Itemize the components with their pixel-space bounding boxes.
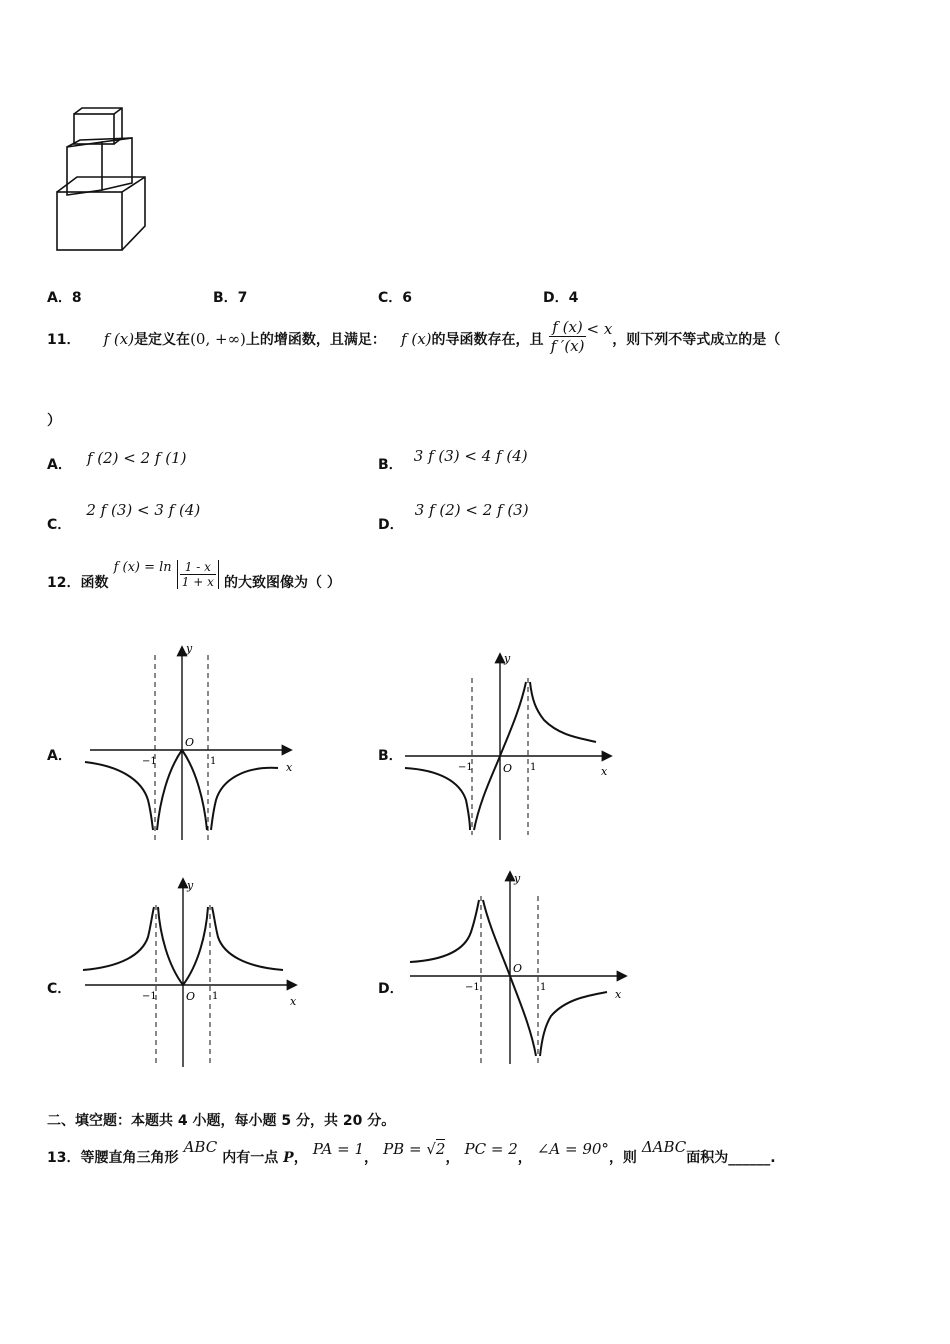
q10-option-d[interactable]: D．4 [543,290,579,306]
pos1-label: 1 [530,762,537,773]
x-label: x [615,988,622,1001]
y-label: y [187,879,194,892]
x-label: x [290,995,297,1008]
q11-option-c[interactable]: C． 2 f (3) < 3 f (4) [47,501,201,533]
q10-option-a[interactable]: A．8 [47,290,82,306]
q11-fx: f (x) [103,330,135,348]
q13-pa: PA = 1 [312,1140,364,1158]
q10-option-c[interactable]: C．6 [378,290,413,306]
q12-stem: 12．函数 $^{f (x) = ln}$ $\frac{1 - x}{1 + x}$ 的大致图像为（ ） [47,560,341,591]
q11-number: 11． [47,332,81,348]
origin-label: O [185,736,195,749]
middle-cube-front [67,142,102,195]
q12-option-a[interactable]: A． [47,748,72,764]
q12-function: f (x) = ln [113,560,172,575]
q13-triangle: ΔABC [641,1138,687,1156]
curve-right [540,992,607,1056]
q10-option-b[interactable]: B．7 [213,290,248,306]
graph-b [400,650,620,845]
graph-c [80,875,305,1070]
neg1-label: −1 [142,991,157,1002]
q13-answer-blank[interactable]: ______ [728,1150,771,1166]
curve-left [85,762,153,830]
pos1-label: 1 [210,756,217,767]
origin-label: O [503,762,513,775]
q11-option-b[interactable]: B． 3 f (3) < 4 f (4) [378,447,528,473]
q11-interval: (0, +∞) [190,330,246,348]
curve-right [530,682,596,742]
q11-close-paren: ） [47,413,61,429]
q13-pb: PB = √2 [383,1140,446,1158]
section-2-heading: 二、填空题：本题共 4 小题，每小题 5 分，共 20 分。 [47,1113,396,1129]
q13-stem: 13．等腰直角三角形 ABC 内有一点 P， PA = 1， PB = √2， PC = 2， ∠A = 90°，则 ΔABC面积为______. [47,1138,776,1166]
y-label: y [504,652,511,665]
curve-left [405,768,470,830]
stacked-cubes-figure [50,100,160,255]
q11-option-d[interactable]: D． 3 f (2) < 2 f (3) [378,501,529,533]
y-label: y [186,642,193,655]
curve-right [211,768,278,830]
q12-option-b[interactable]: B． [378,748,403,764]
q12-option-c[interactable]: C． [47,981,72,997]
origin-label: O [513,962,523,975]
neg1-label: −1 [465,982,480,993]
y-label: y [514,872,521,885]
bottom-cube-front [57,192,122,250]
graph-d [405,868,630,1068]
curve-right [212,907,283,970]
q11-lt-x: < x [586,320,613,338]
neg1-label: −1 [458,762,473,773]
q13-abc: ABC [183,1138,218,1156]
curve-left [83,907,154,970]
x-label: x [286,761,293,774]
q13-p: P [283,1150,294,1166]
q11-stem: 11． f (x)是定义在(0, +∞)上的增函数，且满足： f (x)的导函数存在，且 $\frac{f (x)}{f '(x)}$ < x，则下列不等式成立的是（ [47,318,781,355]
x-label: x [601,765,608,778]
pos1-label: 1 [540,982,547,993]
q13-pc: PC = 2 [464,1140,518,1158]
pos1-label: 1 [212,991,219,1002]
q11-fx-2: f (x) [401,330,432,348]
curve-left [410,900,479,962]
q12-number: 12．函数 [47,575,109,591]
q12-option-d[interactable]: D． [378,981,404,997]
q11-fraction: $\frac{f (x)}{f '(x)}$ [550,318,585,355]
graph-a [80,640,300,845]
q11-option-a[interactable]: A． f (2) < 2 f (1) [47,449,187,473]
q12-abs-fraction: $\frac{1 - x}{1 + x}$ [177,560,219,589]
neg1-label: −1 [142,756,157,767]
origin-label: O [186,990,196,1003]
q13-angle: ∠A = 90° [536,1140,609,1158]
